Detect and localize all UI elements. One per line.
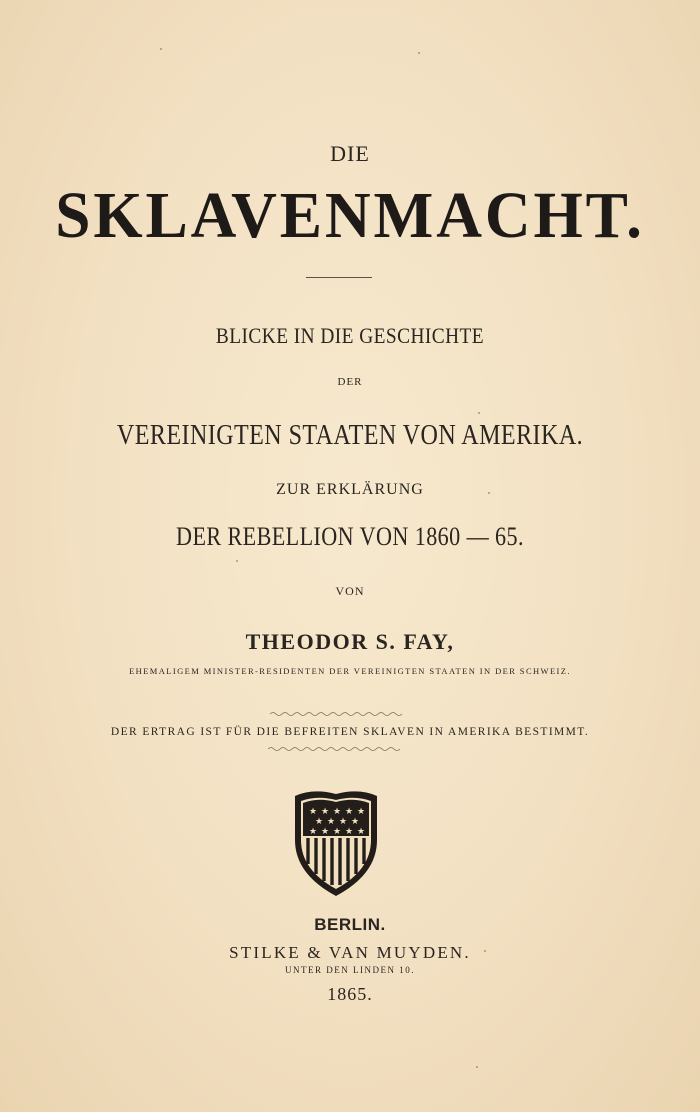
paper-speck [236, 560, 238, 562]
svg-text:★: ★ [308, 827, 318, 837]
paper-speck [160, 48, 162, 50]
paper-speck [476, 1066, 478, 1068]
subtitle-line-2: VEREINIGTEN STAATEN VON AMERIKA. [116, 420, 584, 451]
svg-text:★: ★ [320, 827, 330, 837]
paper-speck [478, 412, 480, 414]
subtitle-der: DER [337, 376, 363, 388]
svg-text:★: ★ [356, 807, 366, 817]
svg-text:★: ★ [326, 817, 336, 827]
byline-von: VON [335, 584, 365, 598]
subtitle-line-1: BLICKE IN DIE GESCHICHTE [215, 323, 485, 348]
paper-speck [418, 52, 420, 54]
ornamental-rule-bottom [268, 746, 402, 752]
svg-text:★: ★ [308, 807, 318, 817]
paper-speck [488, 492, 490, 494]
proceeds-note: DER ERTRAG IST FÜR DIE BEFREITEN SKLAVEN IN AMERIKA BESTIMMT. [110, 726, 590, 738]
svg-text:★: ★ [320, 807, 330, 817]
svg-text:★: ★ [344, 807, 354, 817]
svg-text:★: ★ [338, 817, 348, 827]
svg-text:★: ★ [350, 817, 360, 827]
title-rule [306, 277, 372, 278]
book-title: SKLAVENMACHT. [55, 179, 645, 252]
svg-text:★: ★ [332, 807, 342, 817]
imprint-year: 1865. [327, 984, 373, 1004]
subtitle-zur: ZUR ERKLÄRUNG [276, 481, 424, 498]
imprint-city: BERLIN. [314, 915, 386, 934]
pretitle: DIE [330, 141, 370, 166]
shield-emblem-icon [291, 786, 381, 898]
svg-text:★: ★ [356, 827, 366, 837]
imprint-address: UNTER DEN LINDEN 10. [285, 965, 415, 975]
imprint-publisher: STILKE & VAN MUYDEN. [229, 943, 471, 962]
author-title: EHEMALIGEM MINISTER-RESIDENTEN DER VEREINIGTEN STAATEN IN DER SCHWEIZ. [129, 666, 571, 676]
svg-text:★: ★ [344, 827, 354, 837]
paper-speck [484, 950, 486, 952]
subtitle-line-3: DER REBELLION VON 1860 — 65. [176, 522, 524, 551]
ornamental-rule-top [270, 711, 404, 717]
svg-text:★: ★ [332, 827, 342, 837]
svg-text:★: ★ [314, 817, 324, 827]
author-name: THEODOR S. FAY, [245, 629, 455, 654]
